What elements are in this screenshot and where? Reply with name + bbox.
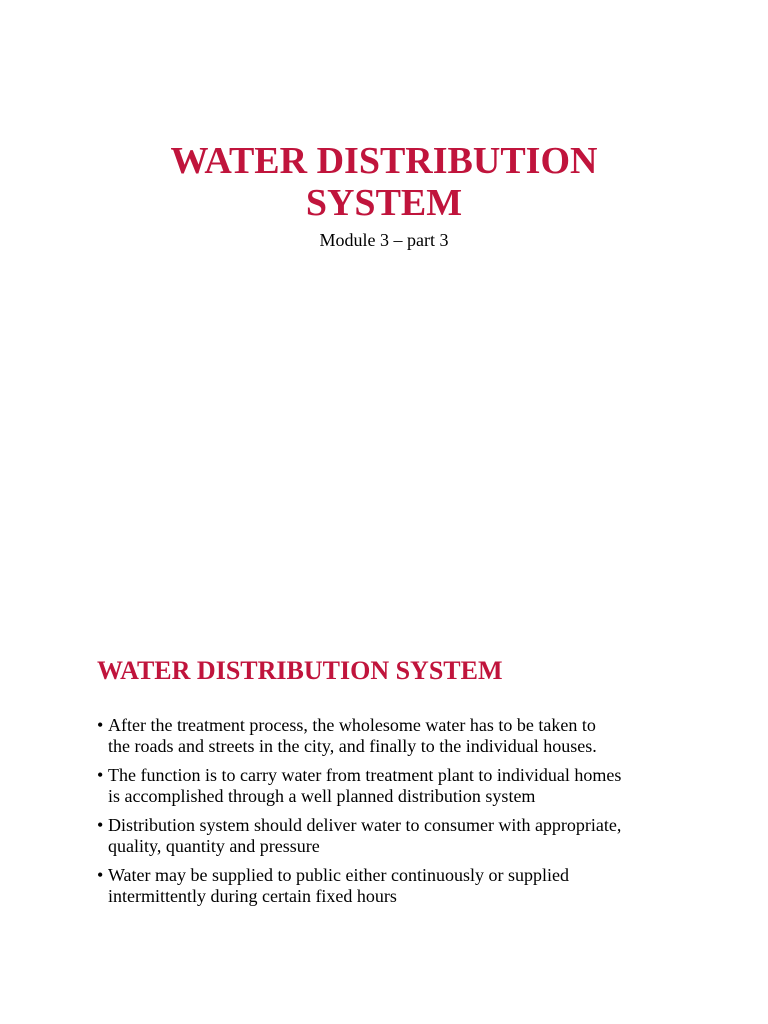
- bullet-dot-icon: •: [97, 765, 104, 785]
- bullet-text-line: Distribution system should deliver water to consumer with appropriate,: [108, 815, 622, 835]
- bullet-text-line: the roads and streets in the city, and finally to the individual houses.: [108, 736, 597, 756]
- bullet-item: [97, 815, 717, 857]
- bullet-dot-icon: •: [97, 715, 104, 735]
- bullet-list: [97, 715, 717, 915]
- bullet-text-line: intermittently during certain fixed hours: [108, 886, 397, 906]
- bullet-dot-icon: •: [97, 815, 104, 835]
- bullet-text-line: The function is to carry water from treatment plant to individual homes: [108, 765, 622, 785]
- bullet-item: [97, 765, 717, 807]
- bullet-text-line: After the treatment process, the wholesome water has to be taken to: [108, 715, 596, 735]
- content-slide: [0, 512, 768, 1024]
- bullet-item: [97, 715, 717, 757]
- bullet-item: [97, 865, 717, 907]
- slide-heading: WATER DISTRIBUTION SYSTEM: [97, 656, 503, 685]
- presentation-title: [0, 140, 768, 224]
- presentation-subtitle: Module 3 – part 3: [319, 230, 449, 250]
- bullet-text-line: is accomplished through a well planned distribution system: [108, 786, 536, 806]
- title-line-1: WATER DISTRIBUTION: [170, 140, 598, 182]
- bullet-dot-icon: •: [97, 865, 104, 885]
- bullet-text-line: Water may be supplied to public either continuously or supplied: [108, 865, 569, 885]
- title-line-2: SYSTEM: [305, 182, 463, 224]
- bullet-text-line: quality, quantity and pressure: [108, 836, 320, 856]
